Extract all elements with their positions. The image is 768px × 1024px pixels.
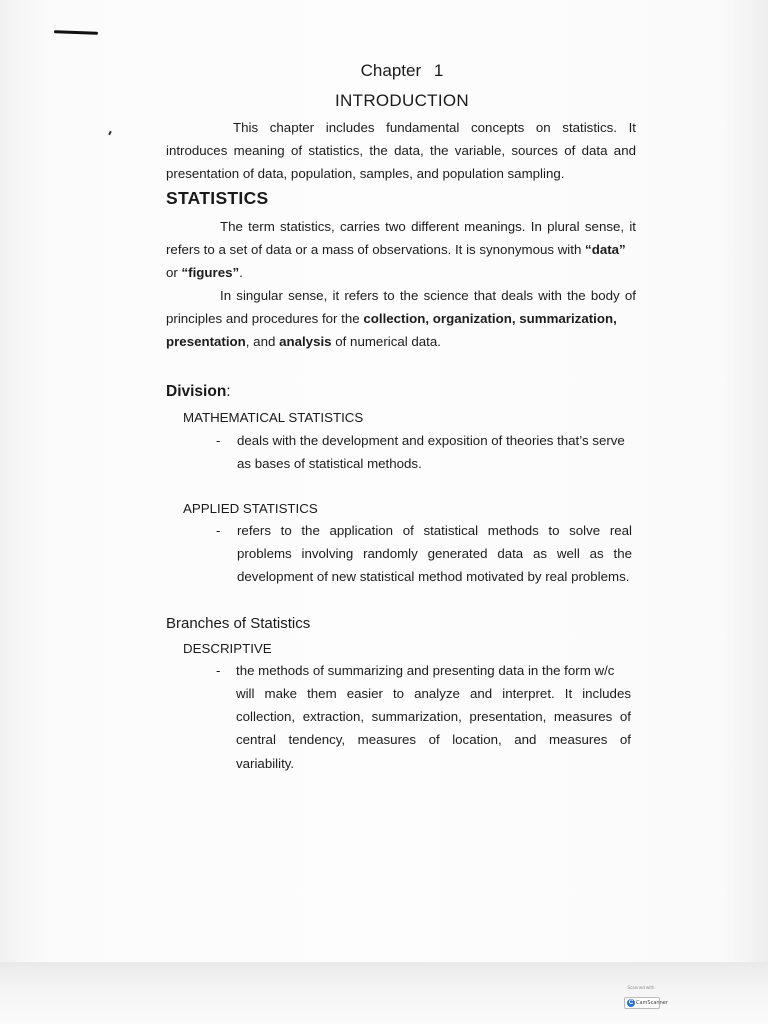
division-heading: Division:: [166, 383, 231, 400]
bullet-dash: -: [216, 663, 221, 678]
pen-stroke-mark: [54, 30, 98, 35]
watermark-badge: [624, 997, 668, 1009]
applied-line-1: refers to the application of statistical methods to solve real: [237, 523, 632, 538]
camscanner-watermark: [624, 985, 668, 1015]
branches-heading: Branches of Statistics: [166, 615, 311, 632]
statistics-heading: STATISTICS: [166, 188, 269, 208]
bullet-dash: -: [216, 433, 221, 448]
descriptive-line-1: the methods of summarizing and presenting data in the form w/c: [236, 663, 615, 678]
statistics-p2-line-3: presentation, and analysis of numerical data.: [166, 334, 441, 349]
applied-line-3: development of new statistical method motivated by real problems.: [237, 569, 630, 584]
intro-line-3: presentation of data, population, samples, and population sampling.: [166, 166, 565, 181]
descriptive-line-3: collection, extraction, summarization, presentation, measures of: [236, 709, 631, 724]
statistics-p1-line-2: refers to a set of data or a mass of observations. It is synonymous with “data”: [166, 242, 626, 257]
statistics-p1-line-1: The term statistics, carries two different meanings. In plural sense, it: [220, 219, 636, 234]
mathematical-line-1: deals with the development and exposition of theories that’s serve: [237, 433, 625, 448]
descriptive-line-5: variability.: [236, 756, 295, 771]
applied-statistics-title: APPLIED STATISTICS: [183, 501, 318, 516]
statistics-p2-line-2: principles and procedures for the collection, organization, summarization,: [166, 311, 617, 326]
descriptive-line-2: will make them easier to analyze and interpret. It includes: [236, 686, 631, 701]
term-data: “data”: [585, 242, 626, 257]
intro-line-1: This chapter includes fundamental concepts on statistics. It: [233, 120, 636, 135]
descriptive-title: DESCRIPTIVE: [183, 641, 272, 656]
chapter-label: Chapter 1: [360, 61, 444, 80]
statistics-p1-line-3: or “figures”.: [166, 265, 243, 280]
bullet-dash: -: [216, 523, 221, 538]
chapter-title: INTRODUCTION: [335, 91, 469, 110]
term-figures: “figures”: [181, 265, 240, 280]
mathematical-statistics-title: MATHEMATICAL STATISTICS: [183, 410, 364, 425]
camscanner-logo-icon: C: [628, 1000, 634, 1006]
pen-tick-mark: [108, 131, 112, 135]
statistics-p2-line-1: In singular sense, it refers to the science that deals with the body of: [220, 288, 636, 303]
applied-line-2: problems involving randomly generated data as well as the: [237, 546, 632, 561]
watermark-name: CamScanner: [636, 1000, 668, 1006]
intro-line-2: introduces meaning of statistics, the data, the variable, sources of data and: [166, 143, 636, 158]
watermark-caption: Scanned with: [627, 985, 655, 990]
descriptive-line-4: central tendency, measures of location, and measures of: [236, 732, 631, 747]
mathematical-line-2: as bases of statistical methods.: [237, 456, 422, 471]
